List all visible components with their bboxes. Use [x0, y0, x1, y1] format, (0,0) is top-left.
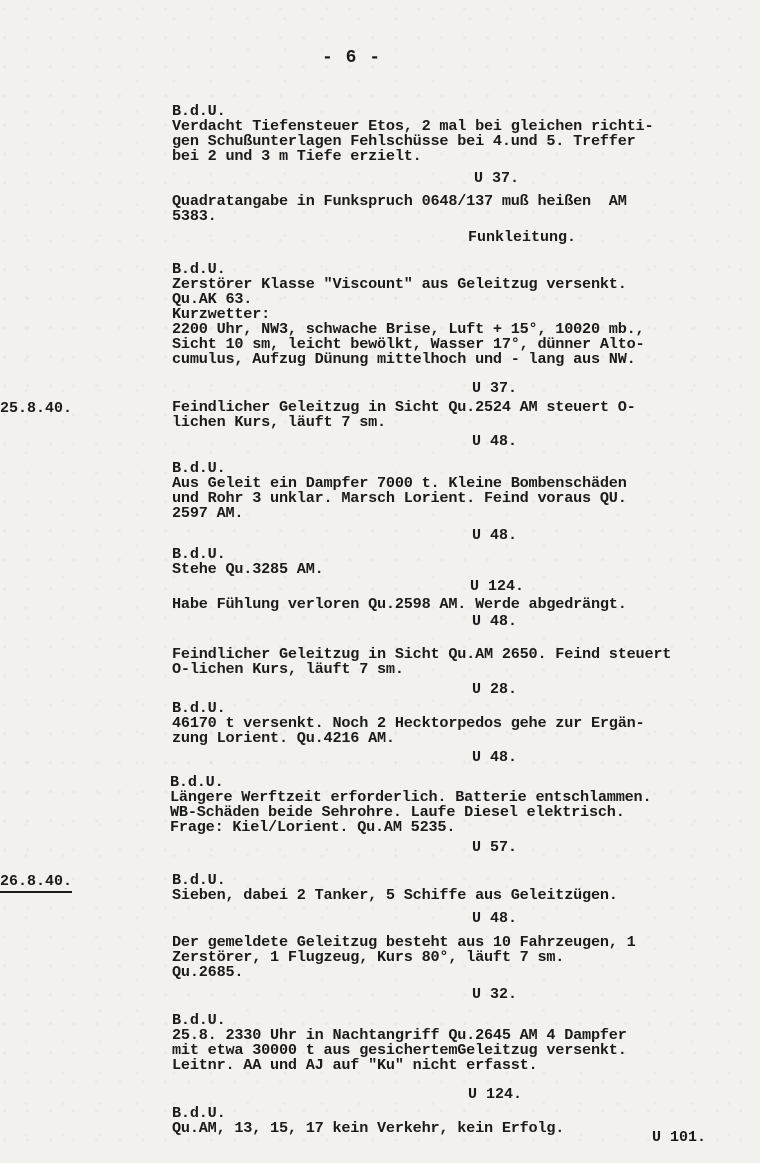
- message-line: Zerstörer, 1 Flugzeug, Kurs 80°, läuft 7 sm.: [172, 948, 565, 966]
- message-entry: [172, 935, 752, 980]
- message-line: Feindlicher Geleitzug in Sicht Qu.2524 AM steuert O-: [172, 398, 636, 416]
- message-line: O-lichen Kurs, läuft 7 sm.: [172, 660, 404, 678]
- message-line: B.d.U.: [172, 545, 226, 563]
- message-line: B.d.U.: [172, 1104, 226, 1122]
- entry-date: 25.8.40.: [0, 400, 73, 417]
- message-entry: [172, 597, 752, 612]
- message-line: Leitnr. AA und AJ auf "Ku" nicht erfasst.: [172, 1056, 538, 1074]
- message-line: Qu.2685.: [172, 963, 244, 981]
- sender-signature: U 57.: [472, 839, 518, 856]
- sender-signature: Funkleitung.: [468, 229, 577, 246]
- sender-signature: U 48.: [472, 527, 518, 544]
- message-line: 2597 AM.: [172, 504, 244, 522]
- message-line: B.d.U.: [172, 459, 226, 477]
- message-line: B.d.U.: [172, 260, 226, 278]
- message-line: Längere Werftzeit erforderlich. Batterie entschlammen.: [170, 788, 652, 806]
- message-line: gen Schußunterlagen Fehlschüsse bei 4.und 5. Treffer: [172, 132, 636, 150]
- message-line: Verdacht Tiefensteuer Etos, 2 mal bei gleichen richti-: [172, 117, 654, 135]
- message-line: WB-Schäden beide Sehrohre. Laufe Diesel elektrisch.: [170, 803, 625, 821]
- sender-signature: U 28.: [472, 681, 518, 698]
- sender-signature: U 32.: [472, 986, 518, 1003]
- message-line: Sicht 10 sm, leicht bewölkt, Wasser 17°, dünner Alto-: [172, 335, 645, 353]
- sender-signature: U 48.: [472, 910, 518, 927]
- message-line: bei 2 und 3 m Tiefe erzielt.: [172, 147, 422, 165]
- message-line: Habe Fühlung verloren Qu.2598 AM. Werde abgedrängt.: [172, 595, 627, 613]
- sender-signature: U 124.: [470, 578, 525, 595]
- message-line: zung Lorient. Qu.4216 AM.: [172, 729, 395, 747]
- sender-signature: U 48.: [472, 433, 518, 450]
- message-line: B.d.U.: [170, 773, 224, 791]
- message-line: Aus Geleit ein Dampfer 7000 t. Kleine Bombenschäden: [172, 474, 627, 492]
- message-entry: [172, 194, 752, 224]
- message-entry: [172, 262, 752, 367]
- entry-date: 26.8.40.: [0, 873, 72, 893]
- message-entry: [172, 647, 752, 677]
- message-entry: [172, 104, 752, 164]
- message-line: B.d.U.: [172, 102, 226, 120]
- message-line: 5383.: [172, 207, 217, 225]
- message-line: Feindlicher Geleitzug in Sicht Qu.AM 2650. Feind steuert: [172, 645, 672, 663]
- sender-signature: U 48.: [472, 749, 518, 766]
- message-entry: [172, 1013, 752, 1073]
- message-line: Qu.AK 63.: [172, 290, 253, 308]
- message-line: Qu.AM, 13, 15, 17 kein Verkehr, kein Erfolg.: [172, 1119, 565, 1137]
- message-entry: [172, 701, 752, 746]
- message-line: B.d.U.: [172, 699, 226, 717]
- message-line: und Rohr 3 unklar. Marsch Lorient. Feind voraus QU.: [172, 489, 627, 507]
- message-entry: [172, 547, 752, 577]
- message-line: 25.8. 2330 Uhr in Nachtangriff Qu.2645 AM 4 Dampfer: [172, 1026, 627, 1044]
- message-line: Kurzwetter:: [172, 305, 271, 323]
- message-line: cumulus, Aufzug Dünung mittelhoch und - lang aus NW.: [172, 350, 636, 368]
- message-entry: [172, 461, 752, 521]
- message-line: B.d.U.: [172, 871, 226, 889]
- message-line: Stehe Qu.3285 AM.: [172, 560, 324, 578]
- message-line: lichen Kurs, läuft 7 sm.: [172, 413, 386, 431]
- sender-signature: U 124.: [468, 1086, 523, 1103]
- message-line: Frage: Kiel/Lorient. Qu.AM 5235.: [170, 818, 456, 836]
- page-number: - 6 -: [322, 48, 382, 68]
- sender-signature: U 101.: [652, 1129, 707, 1146]
- sender-signature: U 37.: [472, 380, 518, 397]
- message-line: B.d.U.: [172, 1011, 226, 1029]
- message-line: Zerstörer Klasse "Viscount" aus Geleitzug versenkt.: [172, 275, 627, 293]
- message-line: Sieben, dabei 2 Tanker, 5 Schiffe aus Geleitzügen.: [172, 886, 618, 904]
- message-entry: [170, 775, 750, 835]
- message-line: 46170 t versenkt. Noch 2 Hecktorpedos gehe zur Ergän-: [172, 714, 645, 732]
- message-entry: [172, 873, 752, 903]
- message-line: 2200 Uhr, NW3, schwache Brise, Luft + 15°, 10020 mb.,: [172, 320, 645, 338]
- message-entry: [172, 400, 752, 430]
- sender-signature: U 37.: [474, 170, 520, 187]
- sender-signature: U 48.: [472, 613, 518, 630]
- message-line: mit etwa 30000 t aus gesichertemGeleitzug versenkt.: [172, 1041, 627, 1059]
- message-line: Der gemeldete Geleitzug besteht aus 10 Fahrzeugen, 1: [172, 933, 636, 951]
- message-line: Quadratangabe in Funkspruch 0648/137 muß heißen AM: [172, 192, 627, 210]
